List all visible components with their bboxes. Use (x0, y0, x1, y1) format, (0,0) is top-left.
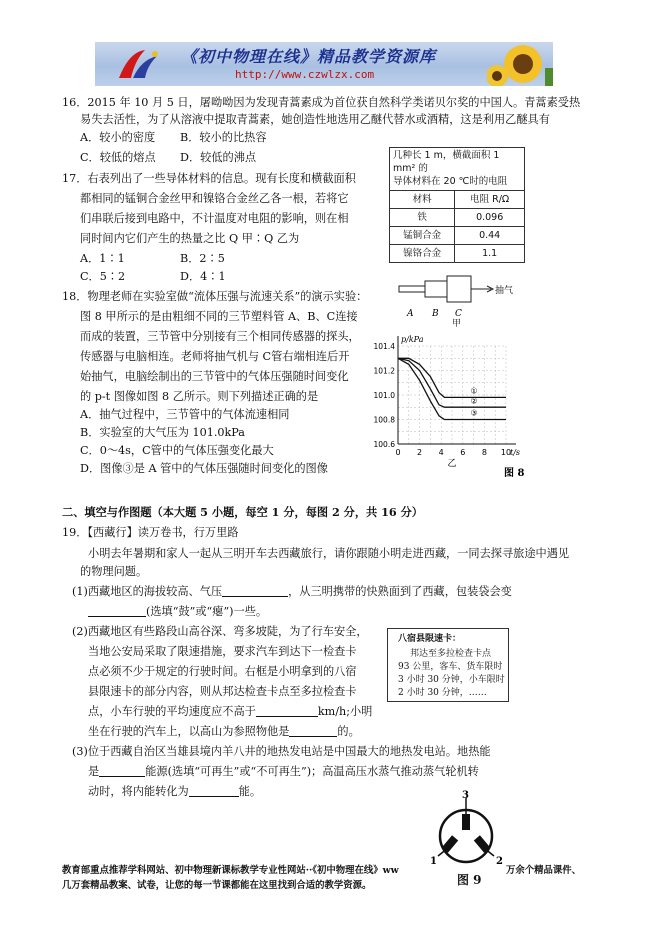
q19-part3-line3 (88, 784, 261, 799)
q19-intro-line1: 小明去年暑期和家人一起从三明开车去西藏旅行，请你跟随小明走进西藏，一同去探寻旅途中遇见 (88, 547, 570, 560)
q19-part2-line6 (88, 724, 360, 739)
y-tick-label: 101.0 (373, 391, 395, 400)
answer-blank-pressure[interactable] (222, 584, 288, 597)
answer-blank-renewable[interactable] (99, 764, 145, 777)
table-cell-resistance: 0.096 (455, 209, 525, 227)
resistance-table (389, 147, 525, 263)
q17-stem-line3: 们串联后接到电路中，不计温度对电阻的影响，则在相 (80, 212, 349, 225)
y-tick-label: 101.4 (373, 342, 395, 351)
label-tube-a: A (407, 309, 414, 318)
table-cell-material: 锰铜合金 (390, 227, 455, 245)
q18-option-a: A．抽气过程中，三节管中的气体流速相同 (80, 408, 290, 421)
table-caption (390, 148, 525, 191)
table-header-resistance: 电阻 R/Ω (455, 191, 525, 209)
series-label: ① (470, 386, 478, 396)
three-pin-socket-diagram (428, 790, 508, 870)
q19-title: 19．【西藏行】读万卷书，行万里路 (62, 526, 239, 539)
q19-part2-line5 (88, 704, 372, 719)
q19-part2-text-5a: 点，小车行驶的平均速度应不高于 (88, 705, 256, 718)
q17-option-a: A．1∶1 (80, 252, 125, 265)
q19-part2-text-5b: km/h;小明 (317, 705, 373, 718)
q18-option-c: C．0～4s，C管中的气体压强变化最大 (80, 444, 274, 457)
q17-option-d: D．4∶1 (180, 270, 226, 283)
q19-part1-text-a: (1)西藏地区的海拔较高、气压 (72, 585, 223, 598)
y-tick-label: 100.8 (373, 415, 395, 425)
q19-part3-text-3a: 动时，将内能转化为 (88, 785, 189, 798)
x-tick-label: 0 (395, 448, 401, 457)
q18-option-d: D．图像③是 A 管中的气体压强随时间变化的图像 (80, 462, 328, 475)
card-line1: 邦达至多拉检查卡点 (410, 649, 492, 659)
q19-part2-line4: 县限速卡的部分内容，则从邦达检查卡点至多拉检查卡 (88, 685, 357, 698)
answer-blank-speed[interactable] (256, 704, 318, 717)
fig8-sub-caption-jia: 甲 (452, 319, 462, 329)
q17-option-c: C．5∶2 (80, 270, 126, 283)
table-row (390, 227, 525, 245)
q16-option-d: D．较低的沸点 (180, 151, 257, 164)
pin-label-3: 3 (462, 790, 469, 801)
table-row (390, 209, 525, 227)
table-cell-material: 铁 (390, 209, 455, 227)
label-pump: 抽气 (495, 286, 514, 296)
chart-sub-caption-yi: 乙 (447, 459, 457, 469)
table-cell-resistance: 0.44 (455, 227, 525, 245)
sunflower-image (487, 42, 553, 86)
fig9-caption: 图 9 (457, 873, 482, 887)
x-tick-label: 2 (417, 448, 423, 457)
q19-intro-line2: 的物理问题。 (80, 565, 148, 578)
q19-part3-line2 (88, 764, 479, 779)
footer-line1a: 教育部重点推荐学科网站、初中物理新课标教学专业性网站··《初中物理在线》ww (62, 865, 399, 876)
x-axis-label: t/s (510, 448, 521, 457)
answer-blank-energy[interactable] (189, 784, 239, 797)
x-tick-label: 6 (460, 448, 466, 457)
q19-part3-text-2b: 能源(选填“可再生”或“不可再生”)；高温高压水蒸气推动蒸气轮机转 (145, 765, 479, 778)
y-axis-label: p/kPa (401, 335, 424, 344)
q18-stem-line5: 始抽气，电脑绘制出的三节管中的气体压强随时间变化 (80, 370, 349, 383)
speed-limit-card (387, 628, 509, 702)
q19-part2-line1: (2)西藏地区有些路段山高谷深、弯多坡陡，为了行车安全， (72, 625, 368, 638)
table-row (390, 245, 525, 263)
q18-stem-line2: 图 8 甲所示的是由粗细不同的三节塑料管 A、B、C连接 (80, 310, 358, 323)
banner-title: 《初中物理在线》精品教学资源库 (181, 47, 437, 66)
q16-option-a: A．较小的密度 (80, 131, 156, 144)
card-line2: 93 公里，客车、货车限时 (398, 662, 503, 672)
footer-line1b: 万余个精品课件、 (506, 865, 582, 876)
q19-part2-line2: 当地公安局采取了限速措施，要求汽车到达下一检查卡 (88, 645, 357, 658)
series-label: ② (470, 396, 478, 406)
answer-blank-motion[interactable] (289, 724, 337, 737)
fig8-caption: 图 8 (504, 468, 525, 478)
table-cell-material: 镍铬合金 (390, 245, 455, 263)
table-cell-resistance: 1.1 (455, 245, 525, 263)
q16-option-c: C．较低的熔点 (80, 151, 156, 164)
q18-stem-line3: 而成的装置，三节管中分别接有三个相同传感器的探头， (80, 330, 360, 343)
card-line4: 2 小时 30 分钟，…… (398, 688, 487, 698)
q17-stem-line2: 都相同的锰铜合金丝甲和镍铬合金丝乙各一根，若将它 (80, 192, 349, 205)
tube-apparatus-diagram (395, 272, 535, 318)
q19-part1-line1 (72, 584, 512, 599)
q19-part3-line1: (3)位于西藏自治区当雄县境内羊八井的地热发电站是中国最大的地热发电站。地热能 (72, 745, 491, 758)
section2-heading: 二、填空与作图题（本大题 5 小题，每空 1 分，每图 2 分，共 16 分） (62, 505, 423, 519)
q17-option-b: B．2∶5 (180, 252, 225, 265)
pin-label-1: 1 (430, 856, 437, 867)
answer-blank-bag[interactable] (88, 604, 146, 617)
q16-option-b: B．较小的比热容 (180, 131, 267, 144)
header-banner (95, 42, 553, 86)
footer-line2: 几万套精品教案、试卷，让您的每一节课都能在这里找到合适的教学资源。 (62, 880, 372, 891)
q19-part1-text-c: (选填“鼓”或“瘪”)一些。 (146, 605, 268, 618)
q16-stem-line2: 易失去活性，为了从溶液中提取青蒿素，她创造性地选用乙醚代替水或酒精，这是利用乙醚具有 (80, 113, 550, 126)
pressure-time-chart (368, 328, 526, 478)
q18-stem-line6: 的 p-t 图像如图 8 乙所示。则下列描述正确的是 (80, 390, 319, 403)
q19-part2-text-6b: 的。 (337, 725, 360, 738)
y-tick-label: 101.2 (373, 366, 395, 376)
label-tube-c: C (455, 309, 462, 318)
q18-option-b: B．实验室的大气压为 101.0kPa (80, 426, 245, 439)
label-tube-b: B (432, 309, 439, 318)
banner-url: http://www.czwlzx.com (235, 68, 375, 81)
q19-part3-text-2a: 是 (88, 765, 100, 778)
table-header-material: 材料 (390, 191, 455, 209)
card-title: 八宿县限速卡： (398, 634, 462, 644)
x-tick-label: 4 (438, 448, 444, 457)
y-tick-label: 100.6 (373, 440, 395, 449)
table-caption-line1: 几种长 1 m，横截面积 1 mm² 的 (393, 150, 500, 174)
q19-part3-text-3b: 能。 (238, 785, 262, 798)
q19-part1-line2 (88, 604, 267, 619)
q17-stem-line1: 17．右表列出了一些导体材料的信息。现有长度和横截面积 (62, 172, 356, 185)
q18-stem-line1: 18．物理老师在实验室做“流体压强与流速关系”的演示实验： (62, 290, 368, 303)
q19-part1-text-b: ，从三明携带的快熟面到了西藏，包装袋会变 (288, 585, 512, 598)
pin-label-2: 2 (496, 856, 503, 867)
series-label: ③ (470, 408, 478, 418)
x-tick-label: 8 (481, 448, 487, 457)
table-caption-line2: 导体材料在 20 ℃时的电阻 (393, 175, 508, 187)
q18-stem-line4: 传感器与电脑相连。老师将抽气机与 C管右端相连后开 (80, 350, 350, 363)
q16-stem-line1: 16．2015 年 10 月 5 日，屠呦呦因为发现青蒿素成为首位获自然科学类诺贝尔奖的中国人。青蒿素受热 (62, 96, 581, 109)
q17-stem-line4: 同时间内它们产生的热量之比 Q 甲∶Q 乙为 (80, 232, 300, 245)
q19-part2-text-6a: 坐在行驶的汽车上，以高山为参照物他是 (88, 725, 290, 738)
x-tick-label: 10 (500, 448, 512, 457)
site-logo-icon (115, 46, 161, 82)
q19-part2-line3: 点必须不少于规定的行驶时间。右框是小明拿到的八宿 (88, 665, 357, 678)
card-line3: 3 小时 30 分钟，小车限时 (398, 675, 505, 685)
